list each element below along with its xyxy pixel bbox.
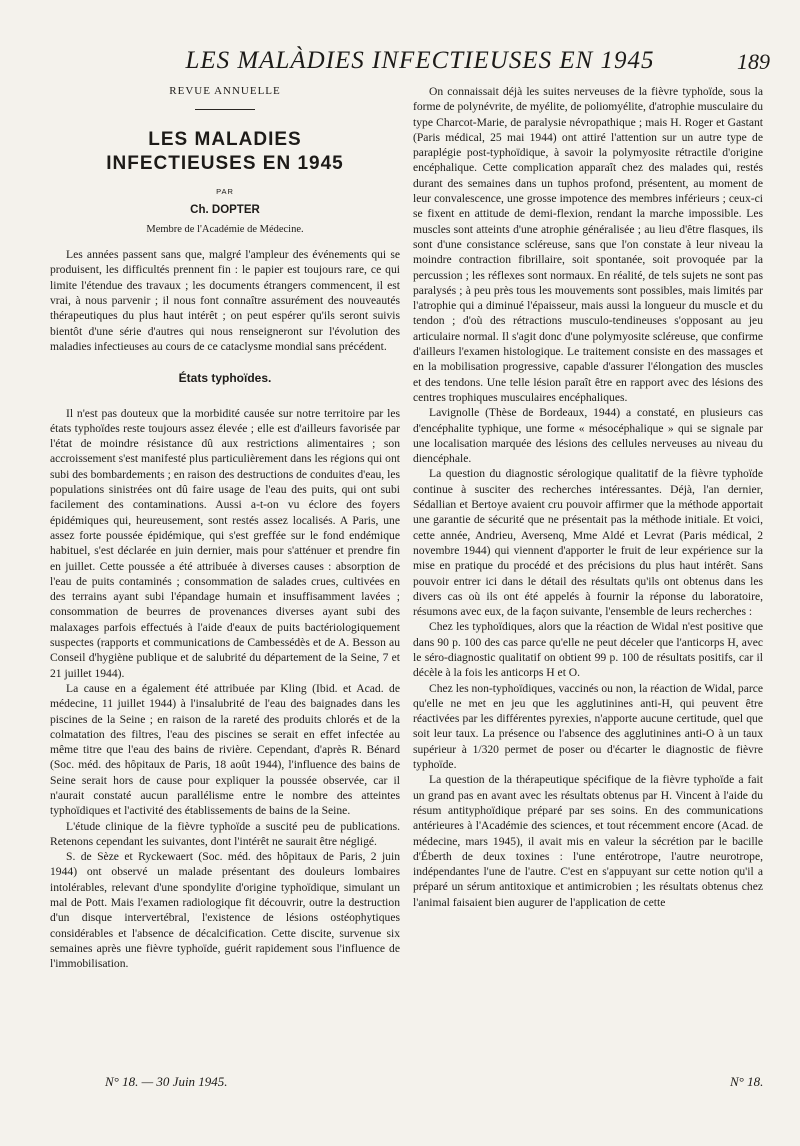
author-affiliation: Membre de l'Académie de Médecine. bbox=[146, 223, 304, 235]
right-column bbox=[413, 84, 763, 910]
footer-issue-date: N° 18. — 30 Juin 1945. bbox=[105, 1074, 228, 1089]
paragraph: S. de Sèze et Ryckewaert (Soc. méd. des hôpitaux de Paris, 2 juin 1944) ont observé un malade présentant des douleurs lombaires intolérables, relevant d'une spondylite d'origine typhoïdique, simulant un mal de Pott. Mais l'examen radiologique fit découvrir, outre la destruction d'un disque intervertébral, l'existence de lésions ostéophytiques considérables et l'absence de décalcification. Cette discite, survenue six semaines après une fièvre typhoïde, guérit rapidement sous l'influence de l'immobilisation. bbox=[50, 850, 400, 971]
title-rule bbox=[195, 109, 255, 110]
left-column bbox=[50, 84, 400, 972]
intro-paragraph: Les années passent sans que, malgré l'ampleur des événements qui se produisent, les difficultés prennent fin : le papier est toujours rare, ce qui limite l'étendue des travaux ; les documents étrangers commencent, il est vrai, à nous parvenir ; il nous font connaître assurément des nouveautés thérapeutiques du plus haut intérêt ; on peut espérer qu'ils seront suivis bientôt d'une série d'autres qui nous renseigneront sur l'évolution des maladies infectieuses au cours de ce cataclysme mondial sans précédent. bbox=[50, 248, 400, 353]
article-title bbox=[50, 128, 400, 176]
byline-par: PAR bbox=[216, 187, 234, 197]
paragraph: Lavignolle (Thèse de Bordeaux, 1944) a constaté, en plusieurs cas d'encéphalite typhique, une forme « mésocéphalique » qui se signale par une localisation marquée des lésions des cellules nerveuses au niveau du diencéphale. bbox=[413, 406, 763, 466]
section-label: REVUE ANNUELLE bbox=[169, 85, 281, 97]
author-name: Ch. DOPTER bbox=[190, 203, 260, 216]
paragraph: On connaissait déjà les suites nerveuses de la fièvre typhoïde, sous la forme de polynévrite, de myélite, de poliomyélite, d'atrophie musculaire du type Charcot-Marie, de paralysie névropathique ; mais H. Roger et Gastant (Paris médical, 25 mai 1944) ont attiré l'attention sur un autre type de paraplégie post-typhoïdique, à savoir la polymyosite rétractile d'origine encéphalique. Cette complication apparaît chez des malades qui, restés durant des semaines dans un tuphos profond, présentent, au moment de leur convalescence, une grosse impotence des membres inférieurs ; ceux-ci se fixent en attitude de demi-flexion, rendant la marche impossible. Les muscles sont atteints d'une atrophie généralisée ; au lieu d'être flasques, ils sont d'une consistance scléreuse, sans que l'on constate à leur niveau la moindre contraction fibrillaire, soit spontanée, soit provoquée par la percussion ; les réflexes sont normaux. En réalité, de tels sujets ne sont pas paralysés ; à peu près tous les mouvements sont possibles, mais limités par l'atrophie qui a diminué l'épaisseur, mais aussi la longueur du muscle et du tendon ; d'où des rétractions musculo-tendineuses s'opposant au jeu articulaire normal. Il s'agit donc d'une polymyosite scléreuse, que confirme d'ailleurs l'examen histologique. Le traitement consiste en des massages et en la mobilisation progressive, capable d'assurer l'élongation des muscles et des tendons. Une telle lésion paraît être en rapport avec des lésions des centres trophiques musculaires encéphaliques. bbox=[413, 85, 763, 404]
footer-issue-number: N° 18. bbox=[730, 1074, 764, 1089]
running-header bbox=[70, 47, 770, 77]
paragraph: Il n'est pas douteux que la morbidité causée sur notre territoire par les états typhoïdes reste toujours assez élevée ; elle est d'ailleurs favorisée par l'état de moindre résistance dû aux restrictions alimentaires ; son accroissement s'est manifesté plus particulièrement dans les régions qui ont subi des bombardements ; en raison des destructions de conduites d'eau, les populations sinistrées ont dû faire usage de l'eau des puits, qui ont subi facilement des contaminations. Aussi a-t-on vu éclore des foyers épidémiques qui, heureusement, sont restés assez localisés. A Paris, une assez forte poussée épidémique, qui s'est greffée sur le fond endémique habituel, s'est déclarée en juin dernier, mais pour s'atténuer et prendre fin en juillet. Cette poussée a été attribuée à diverses causes : absorption de l'eau de puits contaminés ; consommation de salades crues, cultivées en des terrains ayant subi l'épandage humain et insuffisamment lavées ; consommation de beurres de provenances diverses ayant subi des malaxages parfois effectués à l'aide d'eaux de puits bactériologiquement suspectes (rapports et communications de Cambessédès et de A. Besson au Conseil d'hygiène publique et de salubrité du département de la Seine, 7 et 21 juillet 1944). bbox=[50, 406, 400, 680]
paragraph: La cause en a également été attribuée par Kling (Ibid. et Acad. de médecine, 11 juillet 1944) à l'insalubrité de l'eau des baignades dans les piscines de la Seine ; en raison de la rareté des produits chlorés et de la colmatation des filtres, l'eau des piscines se serait en effet infectée au même titre que l'eau des bains de rivière. Cependant, d'après R. Bénard (Soc. méd. des hôpitaux de Paris, 18 août 1944), l'influence des bains de Seine serait hors de cause pour expliquer la poussée observée, car il n'aurait constaté aucun parallélisme entre le nombre des atteintes typhoïdiques et l'activité des établissements de bains de la Seine. bbox=[50, 681, 400, 818]
paragraph: Chez les typhoïdiques, alors que la réaction de Widal n'est positive que dans 90 p. 100 des cas parce qu'elle ne peut déceler que l'anticorps H, avec le séro-diagnostic qualitatif on obtient 99 p. 100 de résultats positifs, car il décèle à la fois les anticorps H et O. bbox=[413, 620, 763, 680]
paragraph: La question du diagnostic sérologique qualitatif de la fièvre typhoïde continue à susciter des recherches intéressantes. Déjà, l'an dernier, Sédallian et Bertoye avaient cru pouvoir affirmer que la méthode apportait une garantie de sécurité que ne présentait pas la méthode initiale. Et voici, cette année, Andrieu, Aversenq, Mme Aldé et Levrat (Paris médical, 2 novembre 1944) qui viennent d'apporter le fruit de leur expérience sur la mise en pratique du procédé et des précisions du plus haut intérêt. Sans pouvoir entrer ici dans le détail des résultats qu'ils ont obtenus dans les divers cas où ils ont été appelés à fournir la réponse du laboratoire, résumons avec eux, de la façon suivante, l'ensemble de leurs recherches : bbox=[413, 467, 763, 619]
running-title: LES MALÀDIES INFECTIEUSES EN 1945 bbox=[185, 47, 655, 74]
article-title-line1: LES MALADIES bbox=[148, 129, 302, 151]
page-number: 189 bbox=[737, 49, 770, 74]
paragraph: La question de la thérapeutique spécifique de la fièvre typhoïde a fait un grand pas en avant avec les résultats obtenus par H. Vincent à l'aide du résum antityphoïdique préparé par ses soins. En des communications antérieures à l'Académie des sciences, et tout récemment encore (Acad. de médecine, mars 1945), il avait mis en valeur la sécrétion par le bacille d'Éberth de deux toxines : l'une entérotrope, l'autre neurotrope, indépendantes l'une de l'autre. C'est en s'appuyant sur cette notion qu'il a préparé un sérum antitoxique et antimicrobien ; les résultats obtenus chez l'animal faisaient bien augurer de l'application de cette bbox=[413, 773, 763, 909]
section-heading: États typhoïdes. bbox=[178, 371, 272, 386]
paragraph: L'étude clinique de la fièvre typhoïde a suscité peu de publications. Retenons cependant les suivantes, dont l'intérêt ne saurait être négligé. bbox=[50, 819, 400, 848]
article-title-line2: INFECTIEUSES EN 1945 bbox=[106, 153, 344, 175]
paragraph: Chez les non-typhoïdiques, vaccinés ou non, la réaction de Widal, parce qu'elle ne met en jeu que les agglutinines anti-H, qui peuvent être réactivées par les différentes pyrexies, n'apporte aucune certitude, quel que soit leur taux. La présence ou l'absence des agglutinines anti-O à un taux supérieur à 1/320 permet de poser ou d'écarter le diagnostic de fièvre typhoïde. bbox=[413, 681, 763, 772]
